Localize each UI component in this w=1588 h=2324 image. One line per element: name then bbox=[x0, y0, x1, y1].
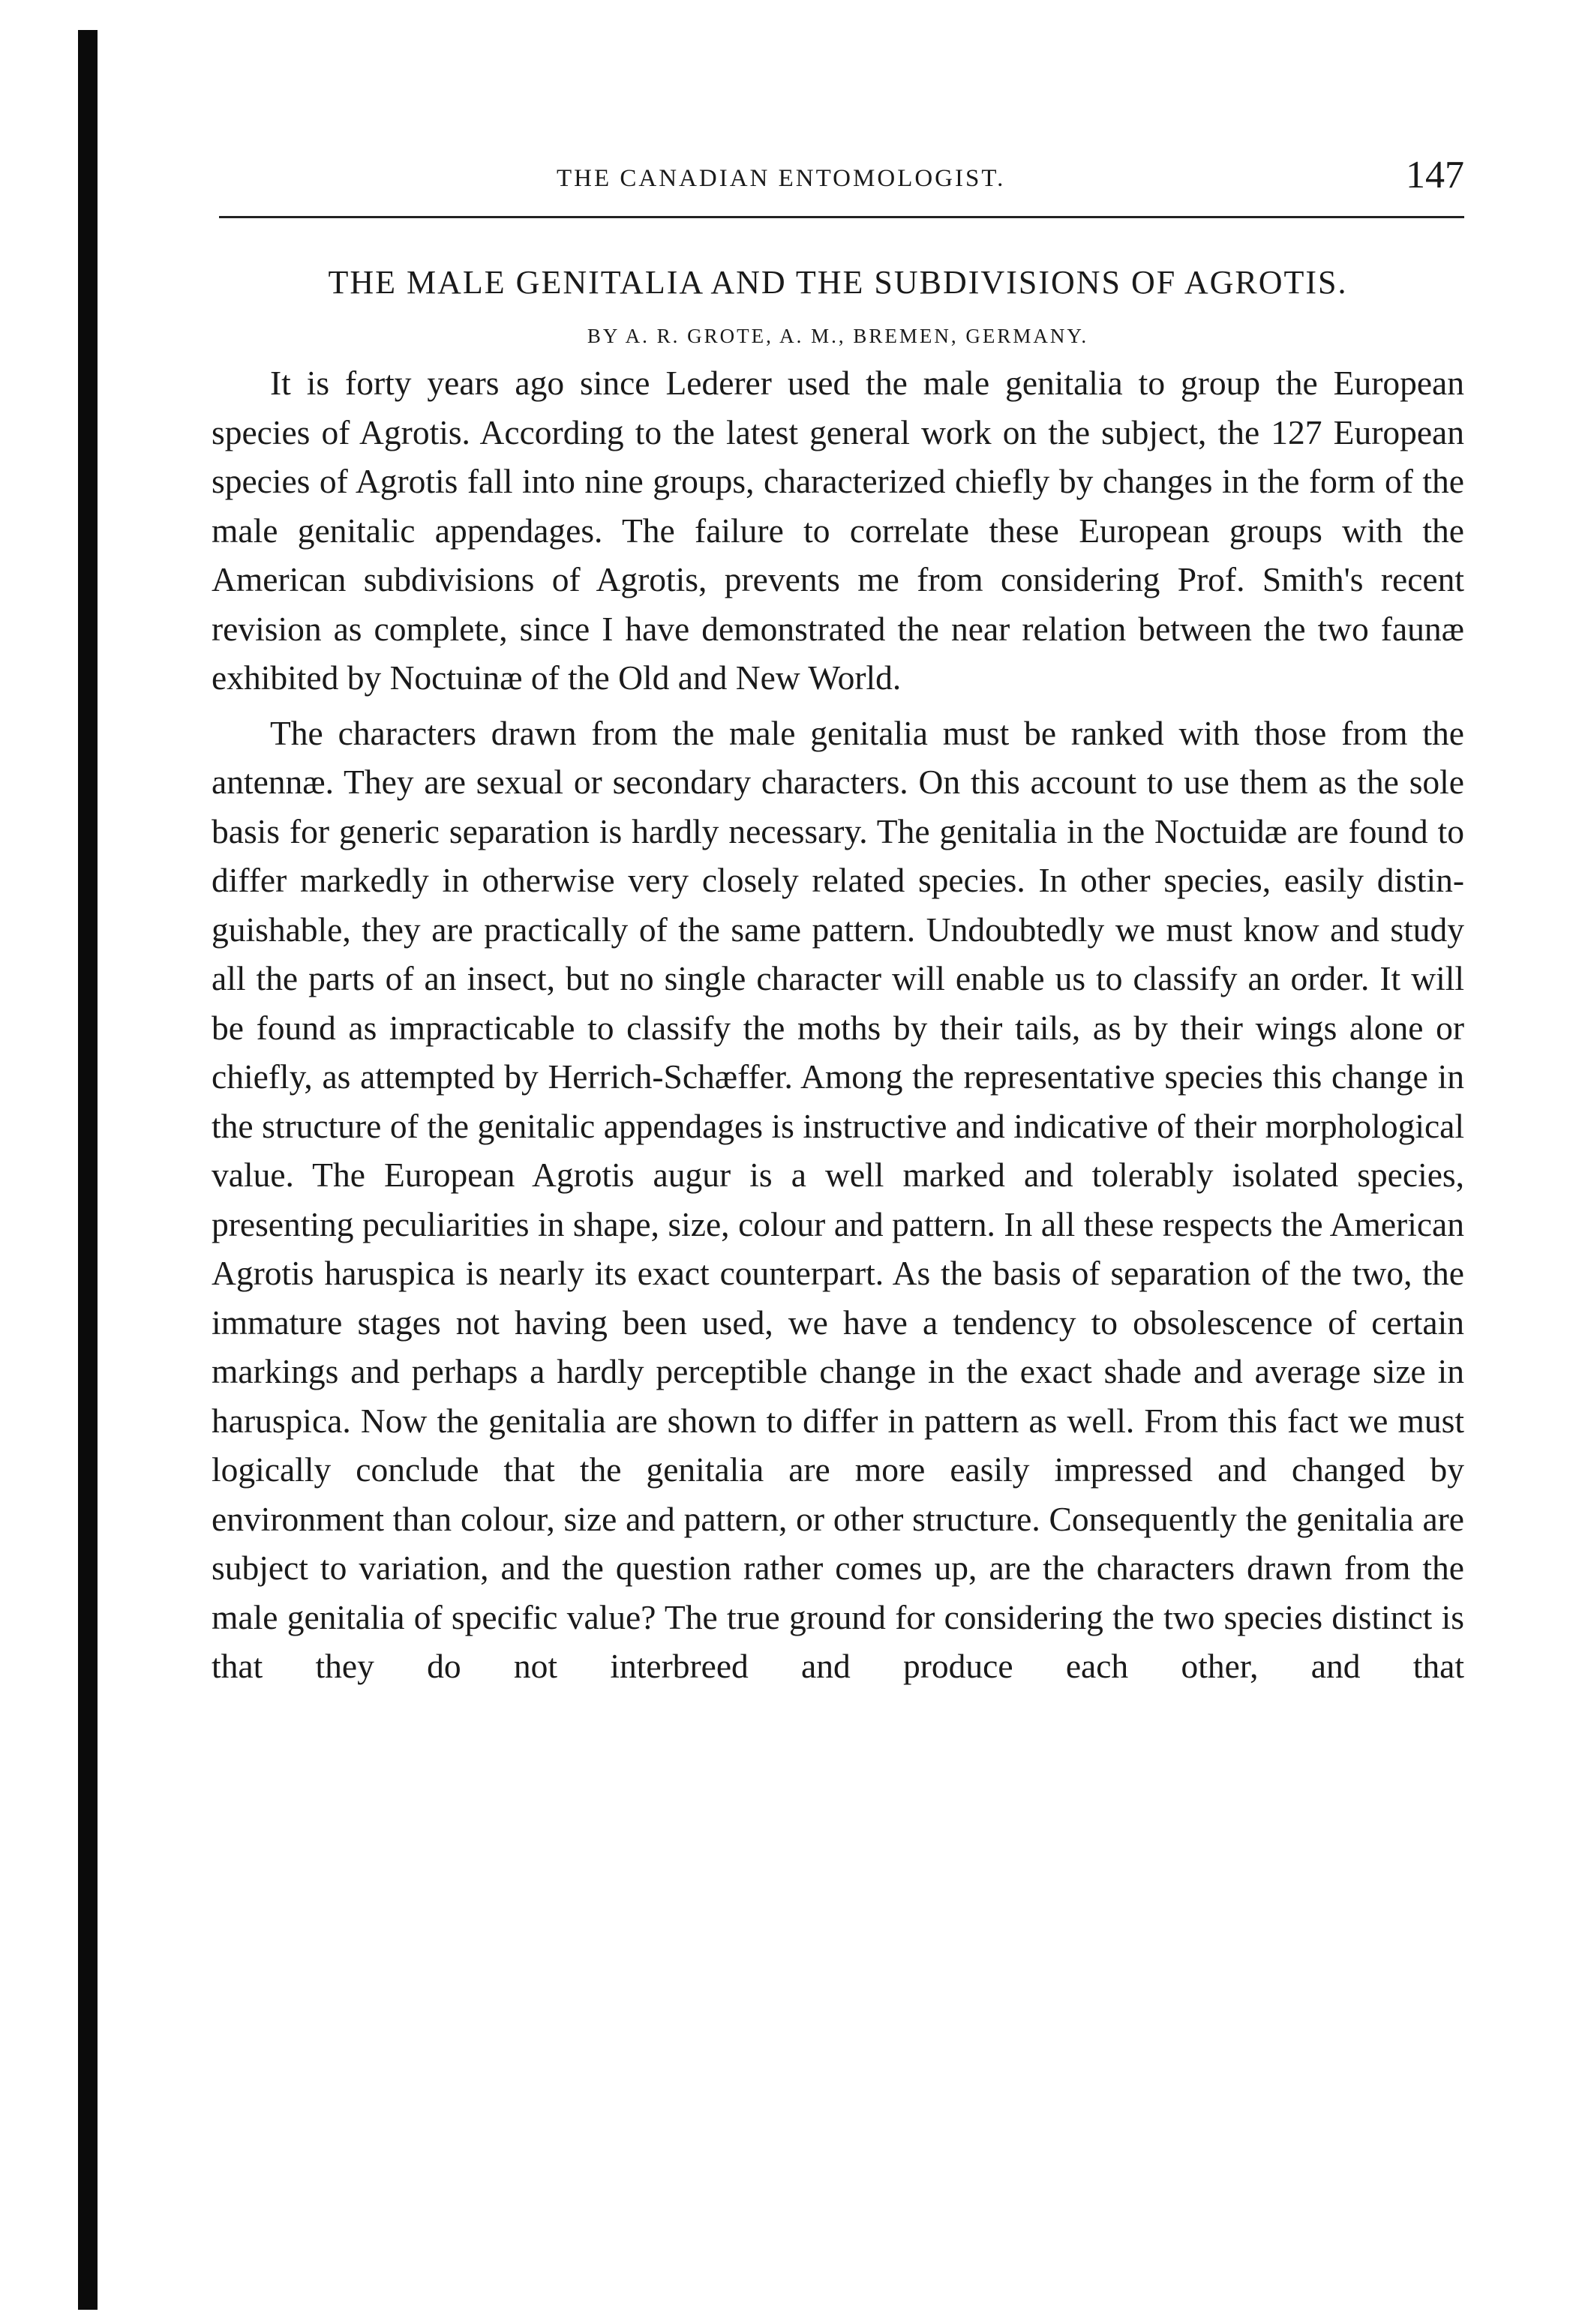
running-head bbox=[212, 147, 1464, 199]
binding-edge bbox=[78, 30, 98, 2310]
article-title: THE MALE GENITALIA AND THE SUBDIVISIONS OF AGROTIS. bbox=[328, 264, 1348, 301]
journal-page bbox=[212, 147, 1464, 1691]
header-rule bbox=[219, 216, 1464, 218]
body-paragraph: The characters drawn from the male genitalia must be ranked with those from the antennæ. They are sexual or secondary characters. On this account to use them as the sole basis for generic separation is hardly necessary. The genitalia in the Noctuidæ are found to differ markedly in otherwise very closely related species. In other species, easily distinguishable, they are practically of the same pattern. Undoubtedly we must know and study all the parts of an insect, but no single character will enable us to classify an order. It will be found as impracticable to classify the moths by their tails, as by their wings alone or chiefly, as attempted by Herrich-Schæffer. Among the representative species this change in the structure of the genitalic appendages is instructive and indicative of their morphological value. The European Agrotis augur is a well marked and tolerably isolated species, presenting peculiarities in shape, size, colour and pattern. In all these respects the American Agrotis haruspica is nearly its exact counterpart. As the basis of separation of the two, the immature stages not having been used, we have a tendency to obsolescence of certain markings and perhaps a hardly perceptible change in the exact shade and average size in haruspica. Now the genitalia are shown to differ in pattern as well. From this fact we must logically conclude that the genitalia are more easily impressed and changed by environment than colour, size and pattern, or other structure. Consequently the genitalia are subject to variation, and the question rather comes up, are the characters drawn from the male genitalia of specific value? The true ground for considering the two species distinct is that they do not interbreed and produce each other, and that bbox=[212, 713, 1464, 1685]
journal-title: THE CANADIAN ENTOMOLOGIST. bbox=[557, 165, 1006, 192]
page-number: 147 bbox=[1406, 154, 1464, 196]
body-paragraph: It is forty years ago since Lederer used the male genitalia to group the European species of Agrotis. According to the latest general work on the subject, the 127 European species of Agrotis fall into nine groups, characterized chiefly by changes in the form of the male genitalic appendages. The failure to correlate these European groups with the American subdivisions of Agrotis, prevents me from considering Prof. Smith's recent revision as complete, since I have demonstrated the near relation between the two faunæ exhibited by Noctuinæ of the Old and New World. bbox=[212, 364, 1464, 697]
article-byline: BY A. R. GROTE, A. M., BREMEN, GERMANY. bbox=[587, 325, 1089, 347]
